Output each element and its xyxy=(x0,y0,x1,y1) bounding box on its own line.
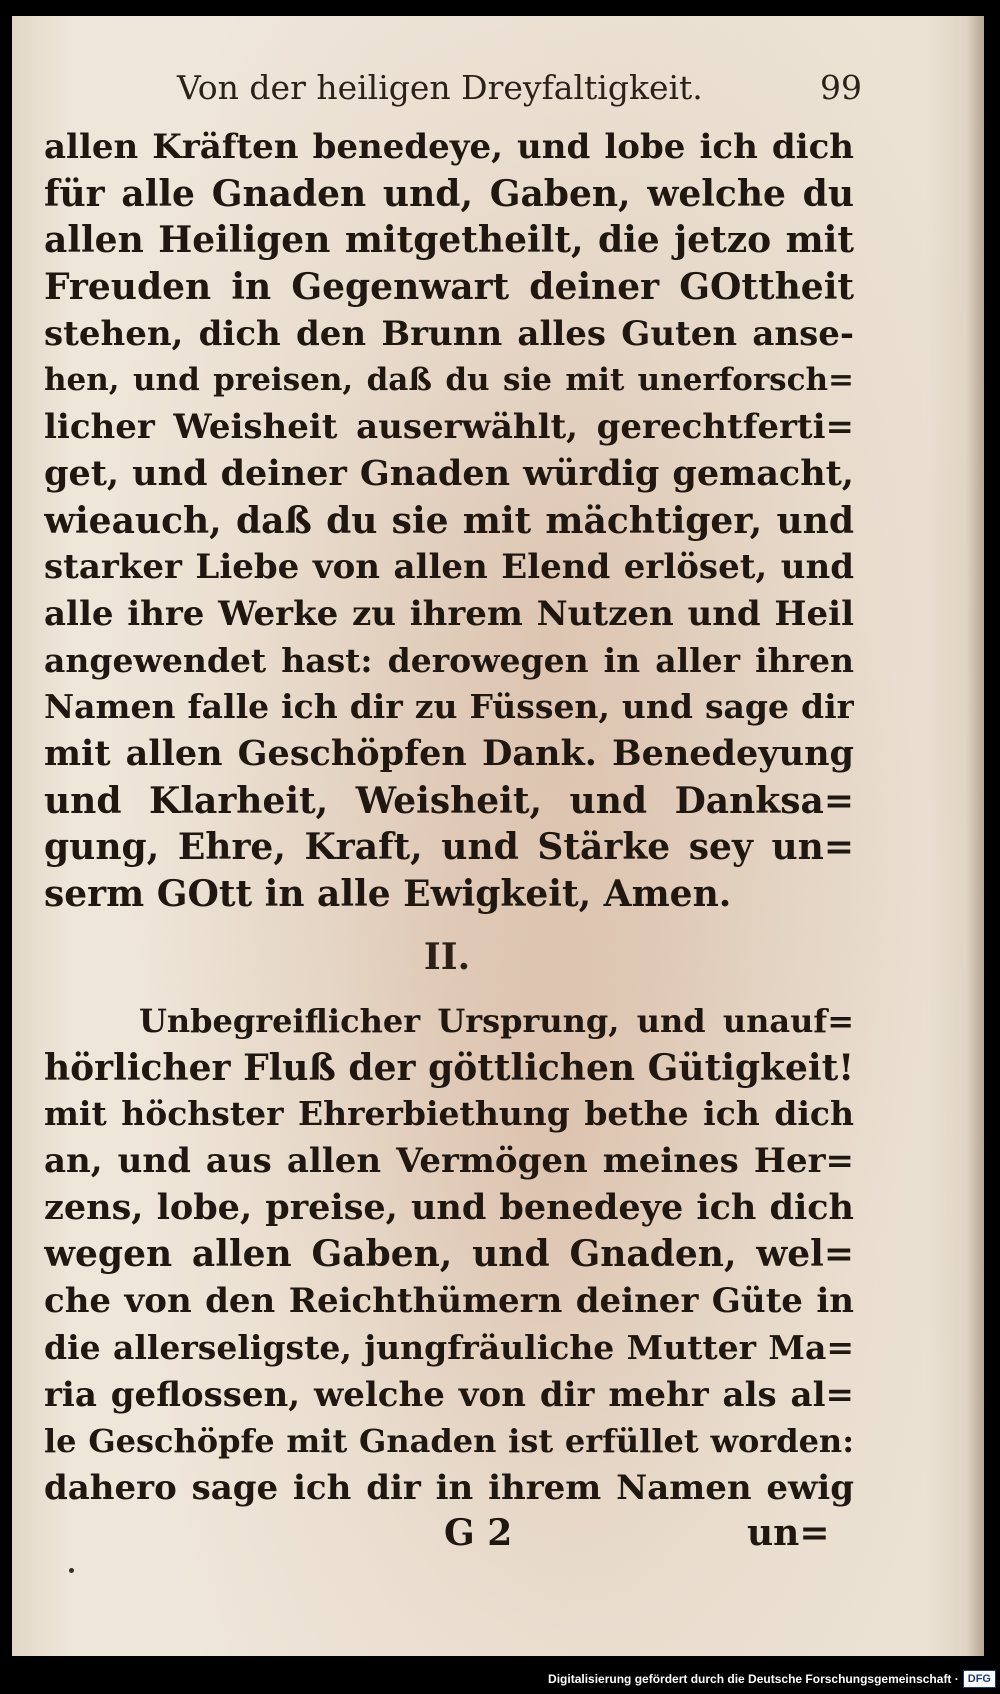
text-line: licher Weisheit auserwählt, gerechtferti= xyxy=(44,407,854,448)
text-line: stehen, dich den Brunn alles Guten anse- xyxy=(44,313,854,354)
catchword: un= xyxy=(747,1512,830,1554)
page-number: 99 xyxy=(820,68,862,107)
dfg-logo: DFG xyxy=(963,1670,996,1688)
text-line: an, und aus allen Vermögen meines Her= xyxy=(44,1141,854,1182)
page-footer xyxy=(12,1512,984,1564)
text-line: Unbegreiflicher Ursprung, und unauf= xyxy=(139,1002,854,1040)
text-line: dahero sage ich dir in ihrem Namen ewig xyxy=(44,1467,854,1508)
text-line: allen Heiligen mitgetheilt, die jetzo mit xyxy=(44,219,854,262)
text-line: che von den Reichthümern deiner Güte in xyxy=(44,1281,854,1322)
signature-mark: G 2 xyxy=(444,1512,513,1554)
prayer-text-part-2 xyxy=(44,998,854,1512)
text-line: zens, lobe, preise, und benedeye ich dich xyxy=(44,1186,854,1228)
text-line: get, und deiner Gnaden würdig gemacht, xyxy=(44,452,854,494)
text-line: allen Kräften benedeye, und lobe ich dich xyxy=(44,127,854,167)
text-line: gung, Ehre, Kraft, und Stärke sey un= xyxy=(44,826,854,869)
credit-text: Digitalisierung gefördert durch die Deutsche Forschungsgemeinschaft · xyxy=(548,1672,959,1686)
text-line: Freuden in Gegenwart deiner GOttheit xyxy=(44,266,854,309)
text-line: starker Liebe von allen Elend erlöset, und xyxy=(44,547,854,588)
page-header xyxy=(162,64,862,116)
text-line: ria geflossen, welche von dir mehr als al= xyxy=(44,1374,854,1415)
text-line: Namen falle ich dir zu Füssen, und sage dir xyxy=(44,687,854,727)
text-line: wegen allen Gaben, und Gnaden, wel= xyxy=(44,1233,854,1276)
page-gutter-shadow xyxy=(966,16,984,1656)
text-line: serm GOtt in alle Ewigkeit, Amen. xyxy=(44,873,732,915)
text-line: mit allen Geschöpfen Dank. Benedeyung xyxy=(44,732,854,774)
running-title: Von der heiligen Dreyfaltigkeit. xyxy=(177,68,703,107)
prayer-text-part-1 xyxy=(44,124,854,918)
text-line: wieauch, daß du sie mit mächtiger, und xyxy=(44,499,854,542)
ink-speck xyxy=(69,1568,74,1573)
text-line: für alle Gnaden und, Gaben, welche du xyxy=(44,172,854,215)
text-line: hörlicher Fluß der göttlichen Gütigkeit! xyxy=(44,1046,854,1089)
text-line: mit höchster Ehrerbiethung bethe ich dich xyxy=(44,1094,854,1134)
text-line: le Geschöpfe mit Gnaden ist erfüllet worden: xyxy=(44,1422,854,1461)
text-line: alle ihre Werke zu ihrem Nutzen und Heil xyxy=(44,593,854,634)
book-page xyxy=(12,16,984,1656)
text-line: hen, und preisen, daß du sie mit unerforsch= xyxy=(44,362,854,399)
text-line: die allerseligste, jungfräuliche Mutter Ma= xyxy=(44,1327,854,1367)
text-line: angewendet hast: derowegen in aller ihren xyxy=(44,640,854,680)
section-number: II. xyxy=(423,936,471,978)
text-line: und Klarheit, Weisheit, und Danksa= xyxy=(44,779,854,822)
digitization-credit xyxy=(548,1668,996,1690)
